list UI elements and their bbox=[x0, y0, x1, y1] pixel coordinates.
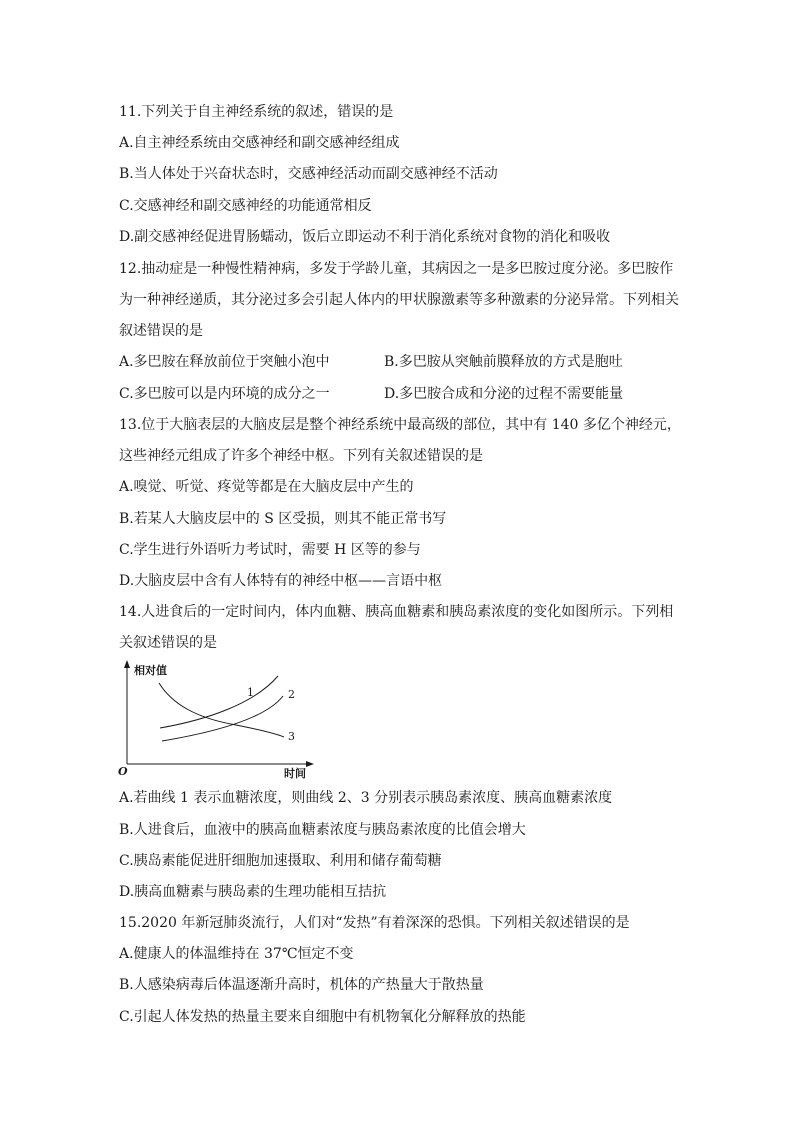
origin-label: O bbox=[118, 765, 128, 778]
q12-option-b: B.多巴胺从突触前膜释放的方式是胞吐 bbox=[384, 354, 623, 370]
q13-option-b: B.若某人大脑皮层中的 S 区受损，则其不能正常书写 bbox=[119, 511, 447, 527]
hormone-curve-figure bbox=[116, 658, 316, 780]
q11-option-b: B.当人体处于兴奋状态时，交感神经活动而副交感神经不活动 bbox=[119, 166, 498, 182]
q15-option-a: A.健康人的体温维持在 37℃恒定不变 bbox=[119, 946, 354, 962]
q14-option-a: A.若曲线 1 表示血糖浓度，则曲线 2、3 分别表示胰岛素浓度、胰高血糖素浓度 bbox=[119, 790, 613, 806]
q15-stem: 15.2020 年新冠肺炎流行，人们对“发热”有着深深的恐惧。下列相关叙述错误的是 bbox=[119, 915, 630, 931]
q13-stem-line-1: 13.位于大脑表层的大脑皮层是整个神经系统中最高级的部位，其中有 140 多亿个神经元， bbox=[119, 417, 681, 433]
q12-option-d: D.多巴胺合成和分泌的过程不需要能量 bbox=[384, 386, 624, 402]
q12-stem-line-3: 叙述错误的是 bbox=[119, 323, 203, 339]
q13-option-a: A.嗅觉、听觉、疼觉等都是在大脑皮层中产生的 bbox=[119, 479, 414, 495]
q11-option-c: C.交感神经和副交感神经的功能通常相反 bbox=[119, 198, 372, 214]
q13-option-d: D.大脑皮层中含有人体特有的神经中枢——言语中枢 bbox=[119, 573, 443, 589]
q12-option-c: C.多巴胺可以是内环境的成分之一 bbox=[119, 386, 330, 402]
curve-label-2: 2 bbox=[288, 688, 295, 701]
curve-1 bbox=[160, 676, 278, 728]
q11-stem: 11.下列关于自主神经系统的叙述，错误的是 bbox=[119, 104, 394, 120]
q13-stem-line-2: 这些神经元组成了许多个神经中枢。下列有关叙述错误的是 bbox=[119, 448, 483, 464]
curve-2 bbox=[162, 696, 283, 741]
q12-option-a: A.多巴胺在释放前位于突触小泡中 bbox=[119, 354, 330, 370]
curve-label-3: 3 bbox=[288, 730, 295, 743]
x-axis-arrow-icon bbox=[306, 761, 314, 767]
y-axis-arrow-icon bbox=[124, 660, 130, 668]
q13-option-c: C.学生进行外语听力考试时，需要 H 区等的参与 bbox=[119, 542, 421, 558]
curve-3 bbox=[159, 683, 284, 737]
q14-option-b: B.人进食后，血液中的胰高血糖素浓度与胰岛素浓度的比值会增大 bbox=[119, 822, 526, 838]
q12-stem-line-2: 为一种神经递质，其分泌过多会引起人体内的甲状腺激素等多种激素的分泌异常。下列相关 bbox=[119, 292, 679, 308]
q15-option-c: C.引起人体发热的热量主要来自细胞中有机物氧化分解释放的热能 bbox=[119, 1009, 526, 1025]
q14-option-d: D.胰高血糖素与胰岛素的生理功能相互拮抗 bbox=[119, 884, 387, 900]
q14-stem-line-2: 关叙述错误的是 bbox=[119, 635, 217, 651]
x-axis-label: 时间 bbox=[284, 767, 306, 780]
curve-label-1: 1 bbox=[247, 686, 254, 699]
q14-option-c: C.胰岛素能促进肝细胞加速摄取、利用和储存葡萄糖 bbox=[119, 853, 442, 869]
q11-option-a: A.自主神经系统由交感神经和副交感神经组成 bbox=[119, 135, 400, 151]
q15-option-b: B.人感染病毒后体温逐渐升高时，机体的产热量大于散热量 bbox=[119, 977, 484, 993]
q11-option-d: D.副交感神经促进胃肠蠕动，饭后立即运动不利于消化系统对食物的消化和吸收 bbox=[119, 229, 611, 245]
y-axis-label: 相对值 bbox=[134, 664, 167, 677]
q12-stem-line-1: 12.抽动症是一种慢性精神病，多发于学龄儿童，其病因之一是多巴胺过度分泌。多巴胺作 bbox=[119, 261, 674, 277]
q14-stem-line-1: 14.人进食后的一定时间内，体内血糖、胰高血糖素和胰岛素浓度的变化如图所示。下列相 bbox=[119, 604, 674, 620]
